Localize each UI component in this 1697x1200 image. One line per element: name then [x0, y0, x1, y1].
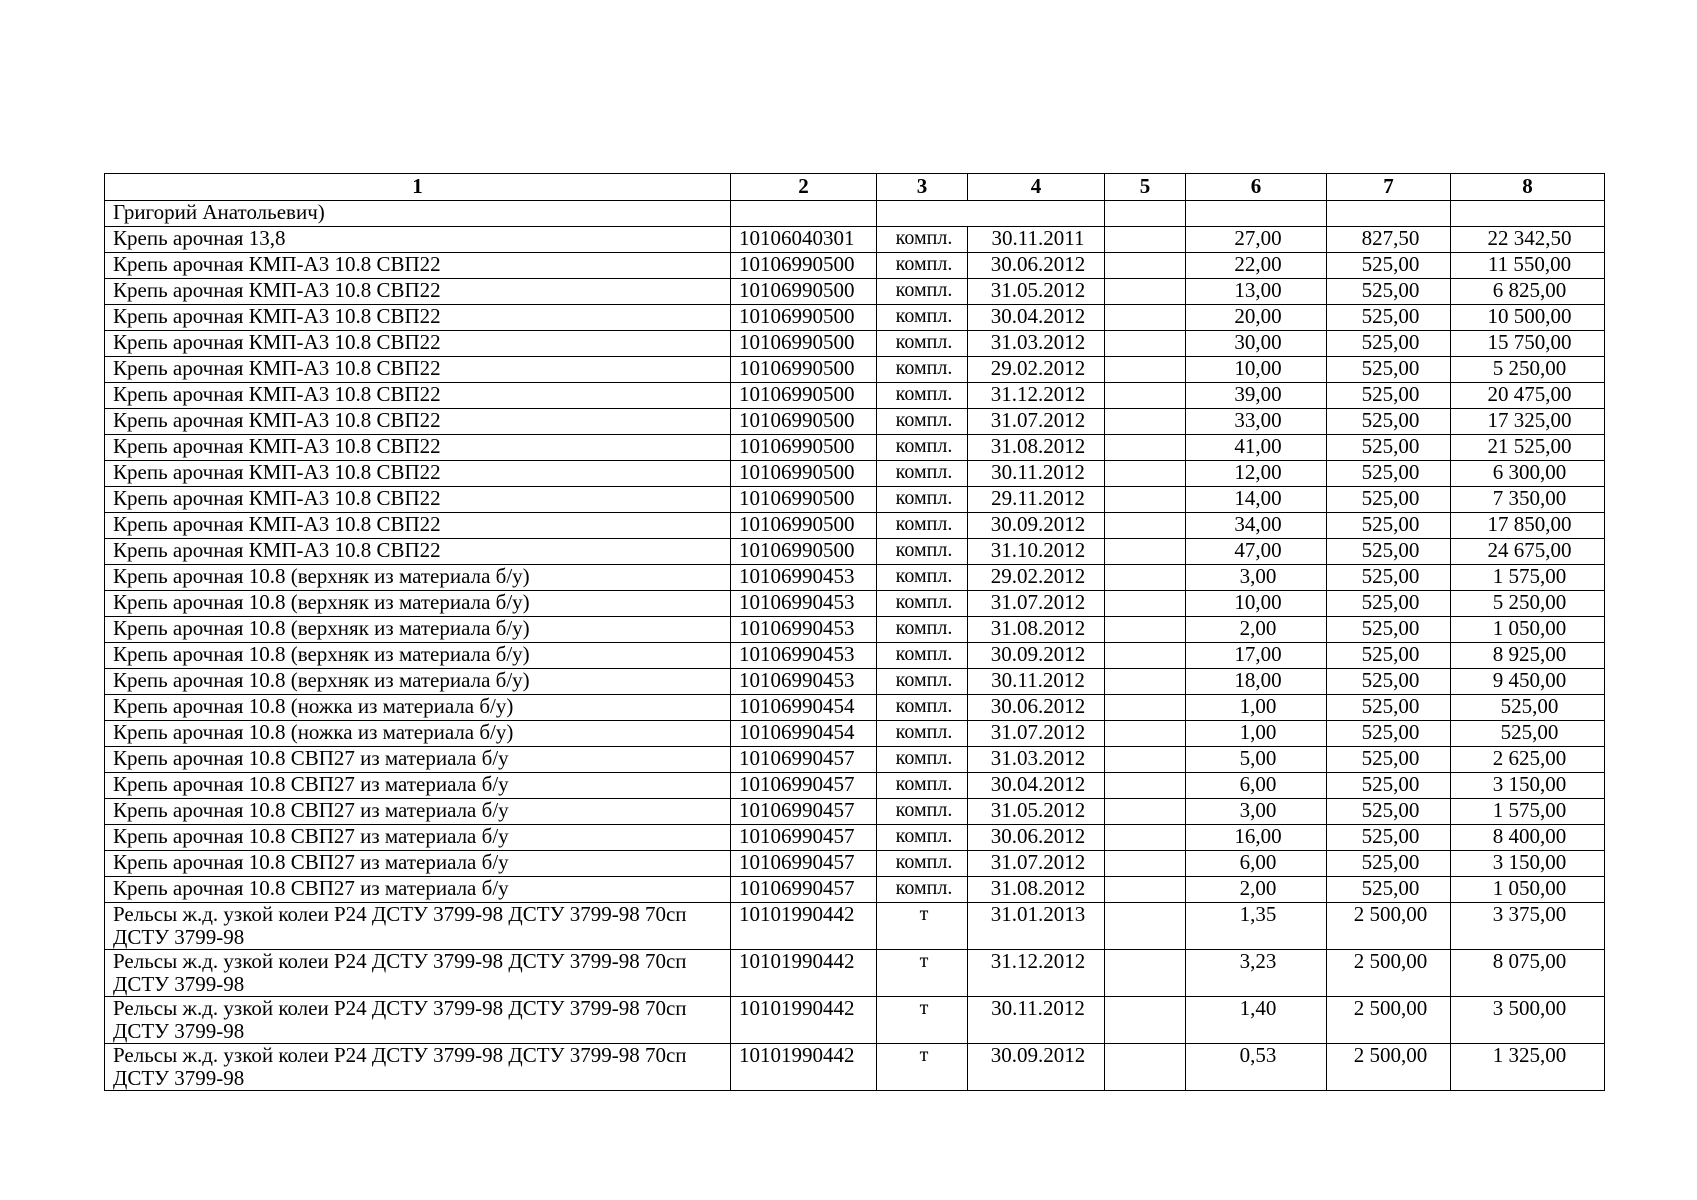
column-header-5: 5 — [1105, 174, 1186, 201]
unit-cell: компл. — [877, 487, 968, 513]
quantity-cell: 39,00 — [1186, 383, 1327, 409]
column-5-cell — [1105, 721, 1186, 747]
price-cell: 827,50 — [1327, 227, 1451, 253]
item-code-cell: 10106990457 — [731, 851, 877, 877]
sum-cell: 9 450,00 — [1451, 669, 1605, 695]
date-cell: 29.02.2012 — [968, 357, 1105, 383]
column-5-cell — [1105, 279, 1186, 305]
date-cell: 31.07.2012 — [968, 591, 1105, 617]
column-5-cell — [1105, 461, 1186, 487]
sum-cell: 22 342,50 — [1451, 227, 1605, 253]
price-cell: 525,00 — [1327, 773, 1451, 799]
unit-cell: компл. — [877, 331, 968, 357]
quantity-cell: 0,53 — [1186, 1044, 1327, 1091]
item-name-cell: Крепь арочная КМП-А3 10.8 СВП22 — [105, 487, 731, 513]
sum-cell: 525,00 — [1451, 721, 1605, 747]
price-cell: 525,00 — [1327, 383, 1451, 409]
item-name-cell: Крепь арочная 10.8 СВП27 из материала б/у — [105, 747, 731, 773]
sum-cell: 15 750,00 — [1451, 331, 1605, 357]
item-code-cell: 10106990500 — [731, 513, 877, 539]
item-name-cell: Крепь арочная 10.8 СВП27 из материала б/у — [105, 851, 731, 877]
item-name-cell: Крепь арочная КМП-А3 10.8 СВП22 — [105, 305, 731, 331]
sum-cell: 24 675,00 — [1451, 539, 1605, 565]
column-5-cell — [1105, 997, 1186, 1044]
table-row — [105, 305, 1605, 331]
column-5-cell — [1105, 851, 1186, 877]
sum-cell: 6 300,00 — [1451, 461, 1605, 487]
quantity-cell: 10,00 — [1186, 591, 1327, 617]
unit-cell: компл. — [877, 877, 968, 903]
price-cell: 525,00 — [1327, 409, 1451, 435]
item-name-cell: Крепь арочная 10.8 СВП27 из материала б/у — [105, 877, 731, 903]
quantity-cell: 30,00 — [1186, 331, 1327, 357]
item-name-cell: Рельсы ж.д. узкой колеи Р24 ДСТУ 3799-98 ДСТУ 3799-98 70сп ДСТУ 3799-98 — [105, 950, 731, 997]
unit-cell: компл. — [877, 773, 968, 799]
date-cell: 31.07.2012 — [968, 851, 1105, 877]
table-row — [105, 695, 1605, 721]
table-row — [105, 903, 1605, 950]
sum-cell: 6 825,00 — [1451, 279, 1605, 305]
sum-cell: 8 925,00 — [1451, 643, 1605, 669]
column-5-cell — [1105, 565, 1186, 591]
table-row — [105, 487, 1605, 513]
item-name-cell: Крепь арочная КМП-А3 10.8 СВП22 — [105, 331, 731, 357]
unit-cell: компл. — [877, 409, 968, 435]
table-row — [105, 877, 1605, 903]
unit-cell: компл. — [877, 279, 968, 305]
item-code-cell: 10106990500 — [731, 383, 877, 409]
sum-cell: 1 575,00 — [1451, 799, 1605, 825]
item-name-cell: Крепь арочная КМП-А3 10.8 СВП22 — [105, 383, 731, 409]
column-5-cell — [1105, 435, 1186, 461]
column-5-cell — [1105, 1044, 1186, 1091]
column-header-6: 6 — [1186, 174, 1327, 201]
unit-cell: компл. — [877, 591, 968, 617]
column-5-cell — [1105, 799, 1186, 825]
quantity-cell: 1,40 — [1186, 997, 1327, 1044]
price-cell: 525,00 — [1327, 851, 1451, 877]
sum-cell: 3 150,00 — [1451, 773, 1605, 799]
table-row — [105, 721, 1605, 747]
quantity-cell: 20,00 — [1186, 305, 1327, 331]
price-cell: 2 500,00 — [1327, 997, 1451, 1044]
quantity-cell: 3,00 — [1186, 799, 1327, 825]
date-cell: 31.07.2012 — [968, 409, 1105, 435]
item-code-cell: 10106990453 — [731, 591, 877, 617]
column-5-cell — [1105, 643, 1186, 669]
empty-cell — [1451, 201, 1605, 227]
table-row — [105, 513, 1605, 539]
item-code-cell: 10106990457 — [731, 747, 877, 773]
item-code-cell: 10106990457 — [731, 799, 877, 825]
quantity-cell: 41,00 — [1186, 435, 1327, 461]
date-cell: 31.07.2012 — [968, 721, 1105, 747]
column-5-cell — [1105, 950, 1186, 997]
item-name-cell: Крепь арочная КМП-А3 10.8 СВП22 — [105, 253, 731, 279]
quantity-cell: 2,00 — [1186, 877, 1327, 903]
unit-cell: компл. — [877, 695, 968, 721]
date-cell: 31.08.2012 — [968, 617, 1105, 643]
sum-cell: 20 475,00 — [1451, 383, 1605, 409]
table-row — [105, 997, 1605, 1044]
column-5-cell — [1105, 253, 1186, 279]
item-name-cell: Крепь арочная 10.8 (верхняк из материала б/у) — [105, 643, 731, 669]
item-code-cell: 10106990500 — [731, 305, 877, 331]
quantity-cell: 1,00 — [1186, 721, 1327, 747]
sum-cell: 17 850,00 — [1451, 513, 1605, 539]
table-row — [105, 851, 1605, 877]
item-code-cell: 10106990453 — [731, 617, 877, 643]
column-header-1: 1 — [105, 174, 731, 201]
price-cell: 2 500,00 — [1327, 950, 1451, 997]
quantity-cell: 17,00 — [1186, 643, 1327, 669]
quantity-cell: 10,00 — [1186, 357, 1327, 383]
table-row — [105, 643, 1605, 669]
item-name-cell: Крепь арочная 13,8 — [105, 227, 731, 253]
item-code-cell: 10106990500 — [731, 409, 877, 435]
item-name-cell: Крепь арочная 10.8 СВП27 из материала б/у — [105, 825, 731, 851]
unit-cell: компл. — [877, 851, 968, 877]
table-row — [105, 227, 1605, 253]
sum-cell: 8 075,00 — [1451, 950, 1605, 997]
item-name-cell: Крепь арочная КМП-А3 10.8 СВП22 — [105, 461, 731, 487]
price-cell: 525,00 — [1327, 461, 1451, 487]
item-code-cell: 10101990442 — [731, 1044, 877, 1091]
date-cell: 31.03.2012 — [968, 747, 1105, 773]
empty-cell — [731, 201, 877, 227]
sum-cell: 21 525,00 — [1451, 435, 1605, 461]
table-row — [105, 565, 1605, 591]
table-row — [105, 669, 1605, 695]
price-cell: 2 500,00 — [1327, 1044, 1451, 1091]
date-cell: 31.08.2012 — [968, 877, 1105, 903]
quantity-cell: 6,00 — [1186, 851, 1327, 877]
unit-cell: т — [877, 997, 968, 1044]
item-code-cell: 10106990500 — [731, 279, 877, 305]
item-code-cell: 10106990457 — [731, 825, 877, 851]
column-5-cell — [1105, 617, 1186, 643]
price-cell: 525,00 — [1327, 721, 1451, 747]
empty-cell — [1186, 201, 1327, 227]
price-cell: 525,00 — [1327, 565, 1451, 591]
item-name-cell: Крепь арочная 10.8 (ножка из материала б/у) — [105, 695, 731, 721]
date-cell: 30.06.2012 — [968, 695, 1105, 721]
column-5-cell — [1105, 669, 1186, 695]
unit-cell: компл. — [877, 617, 968, 643]
date-cell: 30.11.2012 — [968, 997, 1105, 1044]
date-cell: 30.04.2012 — [968, 773, 1105, 799]
column-5-cell — [1105, 695, 1186, 721]
item-code-cell: 10101990442 — [731, 950, 877, 997]
item-name-cell: Крепь арочная 10.8 (верхняк из материала б/у) — [105, 617, 731, 643]
table-row — [105, 773, 1605, 799]
item-name-cell: Рельсы ж.д. узкой колеи Р24 ДСТУ 3799-98 ДСТУ 3799-98 70сп ДСТУ 3799-98 — [105, 903, 731, 950]
date-cell: 29.02.2012 — [968, 565, 1105, 591]
item-code-cell: 10106990500 — [731, 253, 877, 279]
quantity-cell: 13,00 — [1186, 279, 1327, 305]
item-code-cell: 10106990457 — [731, 877, 877, 903]
date-cell: 31.05.2012 — [968, 799, 1105, 825]
item-code-cell: 10106990454 — [731, 695, 877, 721]
item-name-cell: Крепь арочная 10.8 (ножка из материала б/у) — [105, 721, 731, 747]
inventory-table — [104, 173, 1605, 1091]
price-cell: 2 500,00 — [1327, 903, 1451, 950]
item-code-cell: 10106990500 — [731, 539, 877, 565]
unit-cell: т — [877, 950, 968, 997]
sum-cell: 1 575,00 — [1451, 565, 1605, 591]
column-5-cell — [1105, 357, 1186, 383]
unit-cell: компл. — [877, 383, 968, 409]
item-name-cell: Крепь арочная КМП-А3 10.8 СВП22 — [105, 279, 731, 305]
sum-cell: 3 375,00 — [1451, 903, 1605, 950]
column-5-cell — [1105, 487, 1186, 513]
unit-cell: компл. — [877, 305, 968, 331]
quantity-cell: 2,00 — [1186, 617, 1327, 643]
item-code-cell: 10106990500 — [731, 331, 877, 357]
price-cell: 525,00 — [1327, 513, 1451, 539]
column-5-cell — [1105, 227, 1186, 253]
item-name-cell: Крепь арочная КМП-А3 10.8 СВП22 — [105, 409, 731, 435]
price-cell: 525,00 — [1327, 617, 1451, 643]
table-row — [105, 253, 1605, 279]
price-cell: 525,00 — [1327, 487, 1451, 513]
unit-cell: т — [877, 1044, 968, 1091]
date-cell: 30.09.2012 — [968, 643, 1105, 669]
table-row — [105, 591, 1605, 617]
item-code-cell: 10106990453 — [731, 643, 877, 669]
column-5-cell — [1105, 903, 1186, 950]
quantity-cell: 27,00 — [1186, 227, 1327, 253]
item-code-cell: 10106990454 — [731, 721, 877, 747]
price-cell: 525,00 — [1327, 357, 1451, 383]
continuation-row — [105, 201, 1605, 227]
item-name-cell: Крепь арочная КМП-А3 10.8 СВП22 — [105, 539, 731, 565]
date-cell: 31.12.2012 — [968, 383, 1105, 409]
header-row — [105, 174, 1605, 201]
column-header-8: 8 — [1451, 174, 1605, 201]
table-row — [105, 331, 1605, 357]
sum-cell: 1 050,00 — [1451, 617, 1605, 643]
table-row — [105, 825, 1605, 851]
table-row — [105, 747, 1605, 773]
date-cell: 30.11.2012 — [968, 669, 1105, 695]
date-cell: 30.06.2012 — [968, 825, 1105, 851]
quantity-cell: 3,00 — [1186, 565, 1327, 591]
price-cell: 525,00 — [1327, 591, 1451, 617]
column-5-cell — [1105, 591, 1186, 617]
quantity-cell: 22,00 — [1186, 253, 1327, 279]
quantity-cell: 12,00 — [1186, 461, 1327, 487]
price-cell: 525,00 — [1327, 331, 1451, 357]
item-code-cell: 10106990500 — [731, 487, 877, 513]
unit-cell: компл. — [877, 799, 968, 825]
table-row — [105, 617, 1605, 643]
item-name-cell: Рельсы ж.д. узкой колеи Р24 ДСТУ 3799-98 ДСТУ 3799-98 70сп ДСТУ 3799-98 — [105, 1044, 731, 1091]
date-cell: 29.11.2012 — [968, 487, 1105, 513]
date-cell: 30.06.2012 — [968, 253, 1105, 279]
date-cell: 31.03.2012 — [968, 331, 1105, 357]
quantity-cell: 3,23 — [1186, 950, 1327, 997]
item-name-cell: Крепь арочная 10.8 (верхняк из материала б/у) — [105, 591, 731, 617]
unit-cell: компл. — [877, 669, 968, 695]
column-5-cell — [1105, 539, 1186, 565]
quantity-cell: 14,00 — [1186, 487, 1327, 513]
unit-cell: компл. — [877, 747, 968, 773]
table-row — [105, 950, 1605, 997]
sum-cell: 17 325,00 — [1451, 409, 1605, 435]
item-name-cell: Крепь арочная КМП-А3 10.8 СВП22 — [105, 357, 731, 383]
date-cell: 31.01.2013 — [968, 903, 1105, 950]
item-name-cell: Рельсы ж.д. узкой колеи Р24 ДСТУ 3799-98 ДСТУ 3799-98 70сп ДСТУ 3799-98 — [105, 997, 731, 1044]
column-5-cell — [1105, 409, 1186, 435]
table-row — [105, 799, 1605, 825]
unit-cell: компл. — [877, 253, 968, 279]
table-body — [105, 201, 1605, 1091]
item-code-cell: 10106040301 — [731, 227, 877, 253]
sum-cell: 11 550,00 — [1451, 253, 1605, 279]
table-row — [105, 461, 1605, 487]
column-5-cell — [1105, 331, 1186, 357]
empty-cell — [1327, 201, 1451, 227]
unit-cell: компл. — [877, 513, 968, 539]
unit-cell: компл. — [877, 565, 968, 591]
item-code-cell: 10106990453 — [731, 565, 877, 591]
column-5-cell — [1105, 773, 1186, 799]
date-cell: 30.11.2011 — [968, 227, 1105, 253]
column-5-cell — [1105, 877, 1186, 903]
table-row — [105, 409, 1605, 435]
quantity-cell: 5,00 — [1186, 747, 1327, 773]
column-5-cell — [1105, 825, 1186, 851]
column-5-cell — [1105, 747, 1186, 773]
date-cell: 31.12.2012 — [968, 950, 1105, 997]
date-cell: 31.05.2012 — [968, 279, 1105, 305]
item-code-cell: 10106990453 — [731, 669, 877, 695]
continuation-text: Григорий Анатольевич) — [105, 201, 731, 227]
table-row — [105, 1044, 1605, 1091]
column-5-cell — [1105, 305, 1186, 331]
item-code-cell: 10106990500 — [731, 461, 877, 487]
column-header-4: 4 — [968, 174, 1105, 201]
sum-cell: 7 350,00 — [1451, 487, 1605, 513]
price-cell: 525,00 — [1327, 825, 1451, 851]
item-name-cell: Крепь арочная 10.8 (верхняк из материала б/у) — [105, 669, 731, 695]
unit-cell: компл. — [877, 721, 968, 747]
sum-cell: 2 625,00 — [1451, 747, 1605, 773]
sum-cell: 1 325,00 — [1451, 1044, 1605, 1091]
quantity-cell: 6,00 — [1186, 773, 1327, 799]
date-cell: 30.11.2012 — [968, 461, 1105, 487]
sum-cell: 3 500,00 — [1451, 997, 1605, 1044]
price-cell: 525,00 — [1327, 643, 1451, 669]
sum-cell: 3 150,00 — [1451, 851, 1605, 877]
table-row — [105, 357, 1605, 383]
date-cell: 30.09.2012 — [968, 1044, 1105, 1091]
unit-cell: компл. — [877, 435, 968, 461]
column-header-3: 3 — [877, 174, 968, 201]
price-cell: 525,00 — [1327, 435, 1451, 461]
column-5-cell — [1105, 513, 1186, 539]
sum-cell: 525,00 — [1451, 695, 1605, 721]
quantity-cell: 33,00 — [1186, 409, 1327, 435]
price-cell: 525,00 — [1327, 877, 1451, 903]
date-cell: 30.09.2012 — [968, 513, 1105, 539]
date-cell: 30.04.2012 — [968, 305, 1105, 331]
column-header-7: 7 — [1327, 174, 1451, 201]
item-code-cell: 10106990500 — [731, 435, 877, 461]
item-name-cell: Крепь арочная 10.8 СВП27 из материала б/у — [105, 799, 731, 825]
table-row — [105, 539, 1605, 565]
sum-cell: 5 250,00 — [1451, 357, 1605, 383]
column-header-2: 2 — [731, 174, 877, 201]
sum-cell: 5 250,00 — [1451, 591, 1605, 617]
price-cell: 525,00 — [1327, 799, 1451, 825]
item-code-cell: 10106990457 — [731, 773, 877, 799]
price-cell: 525,00 — [1327, 747, 1451, 773]
item-name-cell: Крепь арочная 10.8 СВП27 из материала б/у — [105, 773, 731, 799]
column-5-cell — [1105, 383, 1186, 409]
price-cell: 525,00 — [1327, 695, 1451, 721]
item-name-cell: Крепь арочная КМП-А3 10.8 СВП22 — [105, 513, 731, 539]
quantity-cell: 1,00 — [1186, 695, 1327, 721]
price-cell: 525,00 — [1327, 669, 1451, 695]
quantity-cell: 18,00 — [1186, 669, 1327, 695]
unit-cell: т — [877, 903, 968, 950]
unit-cell: компл. — [877, 227, 968, 253]
unit-cell: компл. — [877, 357, 968, 383]
sum-cell: 10 500,00 — [1451, 305, 1605, 331]
empty-cell — [877, 201, 1105, 227]
unit-cell: компл. — [877, 825, 968, 851]
sum-cell: 1 050,00 — [1451, 877, 1605, 903]
item-code-cell: 10101990442 — [731, 997, 877, 1044]
date-cell: 31.08.2012 — [968, 435, 1105, 461]
item-name-cell: Крепь арочная КМП-А3 10.8 СВП22 — [105, 435, 731, 461]
unit-cell: компл. — [877, 643, 968, 669]
table-row — [105, 383, 1605, 409]
item-code-cell: 10106990500 — [731, 357, 877, 383]
table-row — [105, 279, 1605, 305]
quantity-cell: 1,35 — [1186, 903, 1327, 950]
date-cell: 31.10.2012 — [968, 539, 1105, 565]
price-cell: 525,00 — [1327, 279, 1451, 305]
quantity-cell: 16,00 — [1186, 825, 1327, 851]
unit-cell: компл. — [877, 461, 968, 487]
sum-cell: 8 400,00 — [1451, 825, 1605, 851]
item-code-cell: 10101990442 — [731, 903, 877, 950]
quantity-cell: 47,00 — [1186, 539, 1327, 565]
price-cell: 525,00 — [1327, 305, 1451, 331]
empty-cell — [1105, 201, 1186, 227]
price-cell: 525,00 — [1327, 539, 1451, 565]
item-name-cell: Крепь арочная 10.8 (верхняк из материала б/у) — [105, 565, 731, 591]
quantity-cell: 34,00 — [1186, 513, 1327, 539]
unit-cell: компл. — [877, 539, 968, 565]
price-cell: 525,00 — [1327, 253, 1451, 279]
table-row — [105, 435, 1605, 461]
